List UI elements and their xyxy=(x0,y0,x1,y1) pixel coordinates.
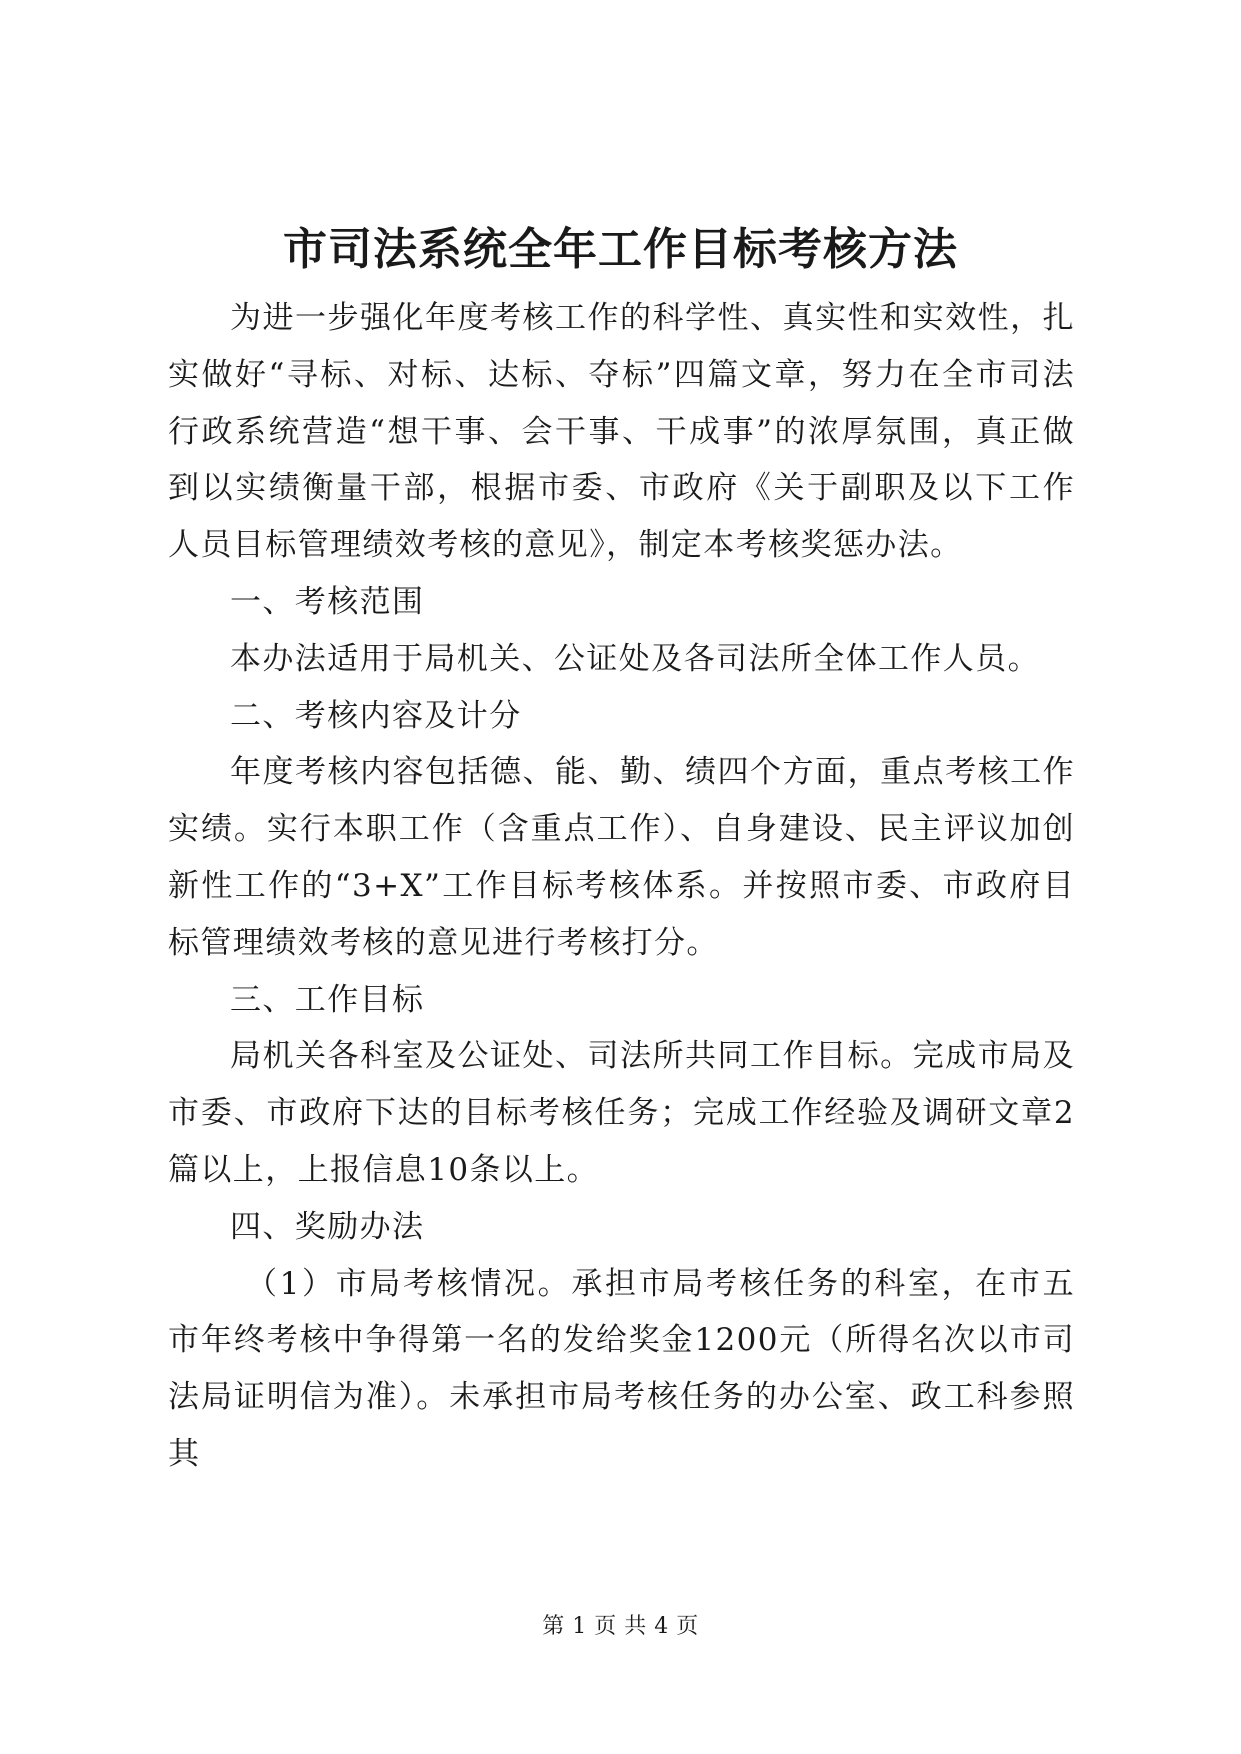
paragraph-scope: 本办法适用于局机关、公证处及各司法所全体工作人员。 xyxy=(230,640,1040,677)
document-title: 市司法系统全年工作目标考核方法 xyxy=(283,224,958,275)
paragraph-work-goals: 局机关各科室及公证处、司法所共同工作目标。完成市局及市委、市政府下达的目标考核任务；完成工作经验及调研文章2篇以上，上报信息10条以上。 xyxy=(168,1038,1075,1188)
page-footer: 第 1 页 共 4 页 xyxy=(542,1614,699,1639)
heading-scope: 一、考核范围 xyxy=(230,583,425,620)
paragraph-content-scoring: 年度考核内容包括德、能、勤、绩四个方面，重点考核工作实绩。实行本职工作（含重点工作）、自身建设、民主评议加创新性工作的“3+X”工作目标考核体系。并按照市委、市政府目标管理绩效考核的意见进行考核打分。 xyxy=(168,754,1075,961)
paragraph-reward-1: （1）市局考核情况。承担市局考核任务的科室，在市五市年终考核中争得第一名的发给奖金1200元（所得名次以市司法局证明信为准）。未承担市局考核任务的办公室、政工科参照其 xyxy=(168,1265,1075,1472)
paragraph-intro: 为进一步强化年度考核工作的科学性、真实性和实效性，扎实做好“寻标、对标、达标、夺标”四篇文章，努力在全市司法行政系统营造“想干事、会干事、干成事”的浓厚氛围，真正做到以实绩衡量干部，根据市委、市政府《关于副职及以下工作人员目标管理绩效考核的意见》，制定本考核奖惩办法。 xyxy=(168,300,1075,564)
heading-content-scoring: 二、考核内容及计分 xyxy=(230,697,522,734)
heading-work-goals: 三、工作目标 xyxy=(230,981,425,1018)
document-body xyxy=(168,290,1075,1483)
heading-reward-method: 四、奖励办法 xyxy=(230,1208,425,1245)
